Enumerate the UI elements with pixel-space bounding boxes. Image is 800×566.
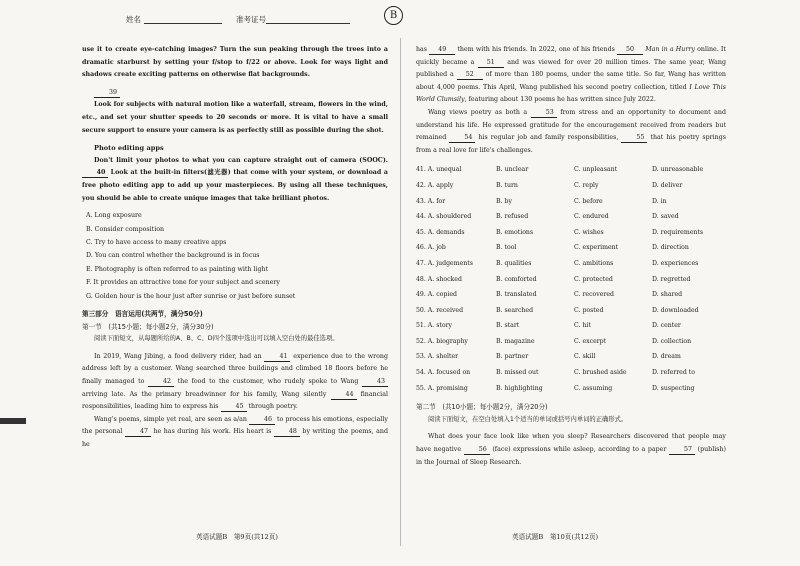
choice-option[interactable]: D. collection bbox=[652, 337, 692, 345]
choice-option[interactable]: C. wishes bbox=[574, 228, 604, 236]
choice-option[interactable]: 44. A. shouldered bbox=[416, 213, 472, 221]
choice-option[interactable]: D. referred to bbox=[652, 369, 695, 377]
choice-option[interactable]: 48. A. shocked bbox=[416, 275, 462, 283]
option-item: C. Try to have access to many creative apps bbox=[86, 238, 227, 246]
choice-option[interactable]: B. comforted bbox=[496, 275, 537, 283]
choice-option[interactable]: C. hit bbox=[574, 322, 591, 330]
blank-47[interactable]: 47 bbox=[125, 427, 151, 437]
choice-option[interactable]: B. translated bbox=[496, 291, 537, 299]
choice-option[interactable]: B. refused bbox=[496, 213, 529, 221]
choice-option[interactable]: D. deliver bbox=[652, 181, 683, 189]
blank-39-line bbox=[82, 87, 388, 100]
blank-51[interactable]: 51 bbox=[478, 58, 504, 68]
page-9-footer: 英语试题B 第9页(共12页) bbox=[196, 533, 278, 541]
blank-45[interactable]: 45 bbox=[221, 402, 247, 412]
blank-56[interactable]: 56 bbox=[464, 445, 490, 455]
page-9-column bbox=[82, 44, 388, 452]
cloze-paragraph: In 2019, Wang Jibing, a food delivery rider, had an 41 experience due to the wrong address left by a customer. Wang searched three buildings and climbed 18 floors before he finally managed to 42 the food to the customer, who rudely spoke to Wang 43 arriving late. As the primary breadwinner for his family, Wang silently 44 financial responsibilities, leading him to express his 45 through poetry. bbox=[82, 352, 389, 411]
choice-option[interactable]: C. protected bbox=[574, 275, 613, 283]
choice-option[interactable]: D. center bbox=[652, 322, 681, 330]
choice-option[interactable]: D. dream bbox=[652, 353, 681, 361]
choice-option[interactable]: C. reply bbox=[574, 181, 599, 189]
section-2-title: 第二节 (共10小题；每小题2分，满分20分) bbox=[416, 403, 548, 412]
choice-option[interactable]: B. highlighting bbox=[496, 384, 543, 392]
cloze-paragraph: Wang views poetry as both a 53 from stress and an opportunity to document and understand his life. He expressed gratitude for the encouragement received from readers but remained 54 his regular job and family responsibilities, 55 that his poetry springs from a real love for life's challenges. bbox=[416, 108, 726, 154]
blank-55[interactable]: 55 bbox=[621, 133, 647, 143]
blank-43[interactable]: 43 bbox=[362, 377, 388, 387]
page-10-footer: 英语试题B 第10页(共12页) bbox=[512, 533, 599, 541]
blank-49[interactable]: 49 bbox=[429, 45, 455, 55]
choice-option[interactable]: C. recovered bbox=[574, 291, 614, 299]
reading-paragraph: Don't limit your photos to what you can capture straight out of camera (SOOC). 40 Look at the built-in filters(滤光器) that come with your system, or download a free photo editing app to add up your masterpieces. By using all these techniques, you should be able to create unique images that take brilliant photos. bbox=[82, 156, 389, 202]
choice-option[interactable]: C. ambitions bbox=[574, 259, 614, 267]
option-list bbox=[82, 209, 388, 303]
option-item: G. Golden hour is the hour just after sunrise or just before sunset bbox=[86, 292, 296, 300]
choice-option[interactable]: 41. A. unequal bbox=[416, 166, 462, 174]
choice-option[interactable]: 47. A. judgements bbox=[416, 259, 473, 267]
section-1-title: 第一节 (共15小题；每小题2分，满分30分) bbox=[82, 322, 214, 331]
blank-41[interactable]: 41 bbox=[264, 352, 290, 362]
option-item: E. Photography is often referred to as painting with light bbox=[86, 265, 269, 273]
choice-option[interactable]: C. unpleasant bbox=[574, 166, 618, 174]
choice-option[interactable]: C. experiment bbox=[574, 244, 619, 252]
choice-option[interactable]: D. shared bbox=[652, 291, 683, 299]
page-divider bbox=[400, 38, 401, 546]
blank-54[interactable]: 54 bbox=[449, 133, 475, 143]
option-item: A. Long exposure bbox=[86, 212, 142, 220]
choice-option[interactable]: D. suspecting bbox=[652, 384, 695, 392]
cloze-paragraph: has 49 them with his friends. In 2022, one of his friends 50 Man in a Hurry online. It quickly became a 51 and was viewed for over 20 million times. The same year, Wang published a 52 of more than 180 poems, under the same title. So far, Wang has written about 4,000 poems. This April, Wang published his second poetry collection, titled I Love This World Clumsily, featuring about 130 poems he has written since July 2022. bbox=[416, 46, 726, 104]
blank-42[interactable]: 42 bbox=[148, 377, 174, 387]
choice-option[interactable]: D. experiences bbox=[652, 259, 699, 267]
section-subhead: Photo editing apps bbox=[94, 144, 164, 153]
choice-option[interactable]: D. downloaded bbox=[652, 306, 699, 314]
blank-52[interactable]: 52 bbox=[457, 70, 483, 80]
part-3-title: 第三部分 语言运用(共两节，满分50分) bbox=[82, 309, 203, 318]
exam-id-field[interactable] bbox=[266, 23, 350, 24]
blank-46[interactable]: 46 bbox=[249, 415, 275, 425]
choice-option[interactable]: B. turn bbox=[496, 181, 518, 189]
blank-50[interactable]: 50 bbox=[617, 45, 643, 55]
choice-option[interactable]: 53. A. shelter bbox=[416, 353, 459, 361]
choice-option[interactable]: C. brushed aside bbox=[574, 369, 627, 377]
poem-title: Man in a Hurry bbox=[645, 46, 695, 53]
choice-option[interactable]: D. saved bbox=[652, 213, 679, 221]
choice-option[interactable]: 45. A. demands bbox=[416, 228, 465, 236]
paper-version-badge: B bbox=[384, 6, 403, 25]
blank-39[interactable]: 39 bbox=[94, 88, 120, 98]
exam-id-label: 准考证号 bbox=[236, 15, 266, 24]
name-field[interactable] bbox=[144, 23, 222, 24]
choice-option[interactable]: B. emotions bbox=[496, 228, 534, 236]
choice-option[interactable]: 42. A. apply bbox=[416, 181, 454, 189]
option-item: B. Consider composition bbox=[86, 225, 165, 233]
choice-option[interactable]: B. searched bbox=[496, 306, 534, 314]
choice-option[interactable]: D. unreasonable bbox=[652, 166, 704, 174]
option-item: F. It provides an attractive tone for your subject and scenery bbox=[86, 279, 280, 287]
choice-option[interactable]: 50. A. received bbox=[416, 306, 464, 314]
choice-option[interactable]: 43. A. for bbox=[416, 197, 446, 205]
choice-option[interactable]: C. posted bbox=[574, 306, 604, 314]
name-label: 姓名 bbox=[126, 15, 141, 24]
reading-paragraph: use it to create eye-catching images? Turn the sun peaking through the trees into a dramatic starburst by setting your f/stop to f/22 or above. Look for ways light and shadows create exciting patterns on otherwise flat backgrounds. bbox=[82, 46, 388, 79]
binding-mark bbox=[0, 418, 26, 424]
choice-option[interactable]: C. endured bbox=[574, 213, 609, 221]
choice-option[interactable]: B. missed out bbox=[496, 369, 539, 377]
choice-option[interactable]: B. magazine bbox=[496, 337, 535, 345]
grammar-paragraph: What does your face look like when you sleep? Researchers discovered that people may have negative 56 (face) expressions while asleep, according to a paper 57 (publish) in the Journal of Sleep Research. bbox=[416, 433, 726, 466]
blank-53[interactable]: 53 bbox=[531, 108, 557, 118]
choice-option[interactable]: C. before bbox=[574, 197, 603, 205]
blank-48[interactable]: 48 bbox=[274, 427, 300, 437]
choice-option[interactable]: D. regretted bbox=[652, 275, 691, 283]
blank-57[interactable]: 57 bbox=[669, 445, 695, 455]
blank-44[interactable]: 44 bbox=[331, 390, 357, 400]
choice-option[interactable]: 49. A. copied bbox=[416, 291, 457, 299]
choice-option[interactable]: D. requirements bbox=[652, 228, 704, 236]
choice-option[interactable]: 46. A. job bbox=[416, 244, 446, 252]
choice-option[interactable]: B. by bbox=[496, 197, 512, 205]
section-1-instructions: 阅读下面短文，从每题所给的A、B、C、D四个选项中选出可以填入空白处的最佳选项。 bbox=[94, 335, 339, 343]
choice-option[interactable]: B. tool bbox=[496, 244, 517, 252]
choice-option[interactable]: C. excerpt bbox=[574, 337, 607, 345]
option-item: D. You can control whether the background is in focus bbox=[86, 252, 260, 260]
page-10-column bbox=[416, 44, 726, 469]
choice-option[interactable]: C. assuming bbox=[574, 384, 613, 392]
choice-option[interactable]: B. unclear bbox=[496, 166, 529, 174]
blank-40[interactable]: 40 bbox=[82, 168, 108, 178]
choice-option[interactable]: 55. A. promising bbox=[416, 384, 468, 392]
answer-choices-grid bbox=[416, 162, 726, 396]
choice-option[interactable]: B. start bbox=[496, 322, 520, 330]
section-2-instructions: 阅读下面短文，在空白处填入1个适当的单词或括号内单词的正确形式。 bbox=[428, 415, 628, 423]
choice-option[interactable]: D. in bbox=[652, 197, 667, 205]
choice-option[interactable]: C. skill bbox=[574, 353, 596, 361]
choice-option[interactable]: 52. A. biography bbox=[416, 337, 468, 345]
choice-option[interactable]: 51. A. story bbox=[416, 322, 453, 330]
reading-paragraph: Look for subjects with natural motion like a waterfall, stream, flowers in the wind, etc., and set your shutter speeds to 20 seconds or more. It is vital to have a small secure support to ensure your camera is as perfectly still as possible during the shot. bbox=[82, 101, 388, 134]
choice-option[interactable]: 54. A. focused on bbox=[416, 369, 471, 377]
choice-option[interactable]: B. qualities bbox=[496, 259, 532, 267]
cloze-paragraph: Wang's poems, simple yet real, are seen as a/an 46 to process his emotions, especially the personal 47 he has during his work. His heart is 48 by writing the poems, and he bbox=[82, 415, 388, 448]
choice-option[interactable]: B. partner bbox=[496, 353, 529, 361]
choice-option[interactable]: D. direction bbox=[652, 244, 689, 252]
exam-header bbox=[0, 0, 800, 36]
collection-title: I Love This World Clumsily bbox=[416, 83, 726, 104]
